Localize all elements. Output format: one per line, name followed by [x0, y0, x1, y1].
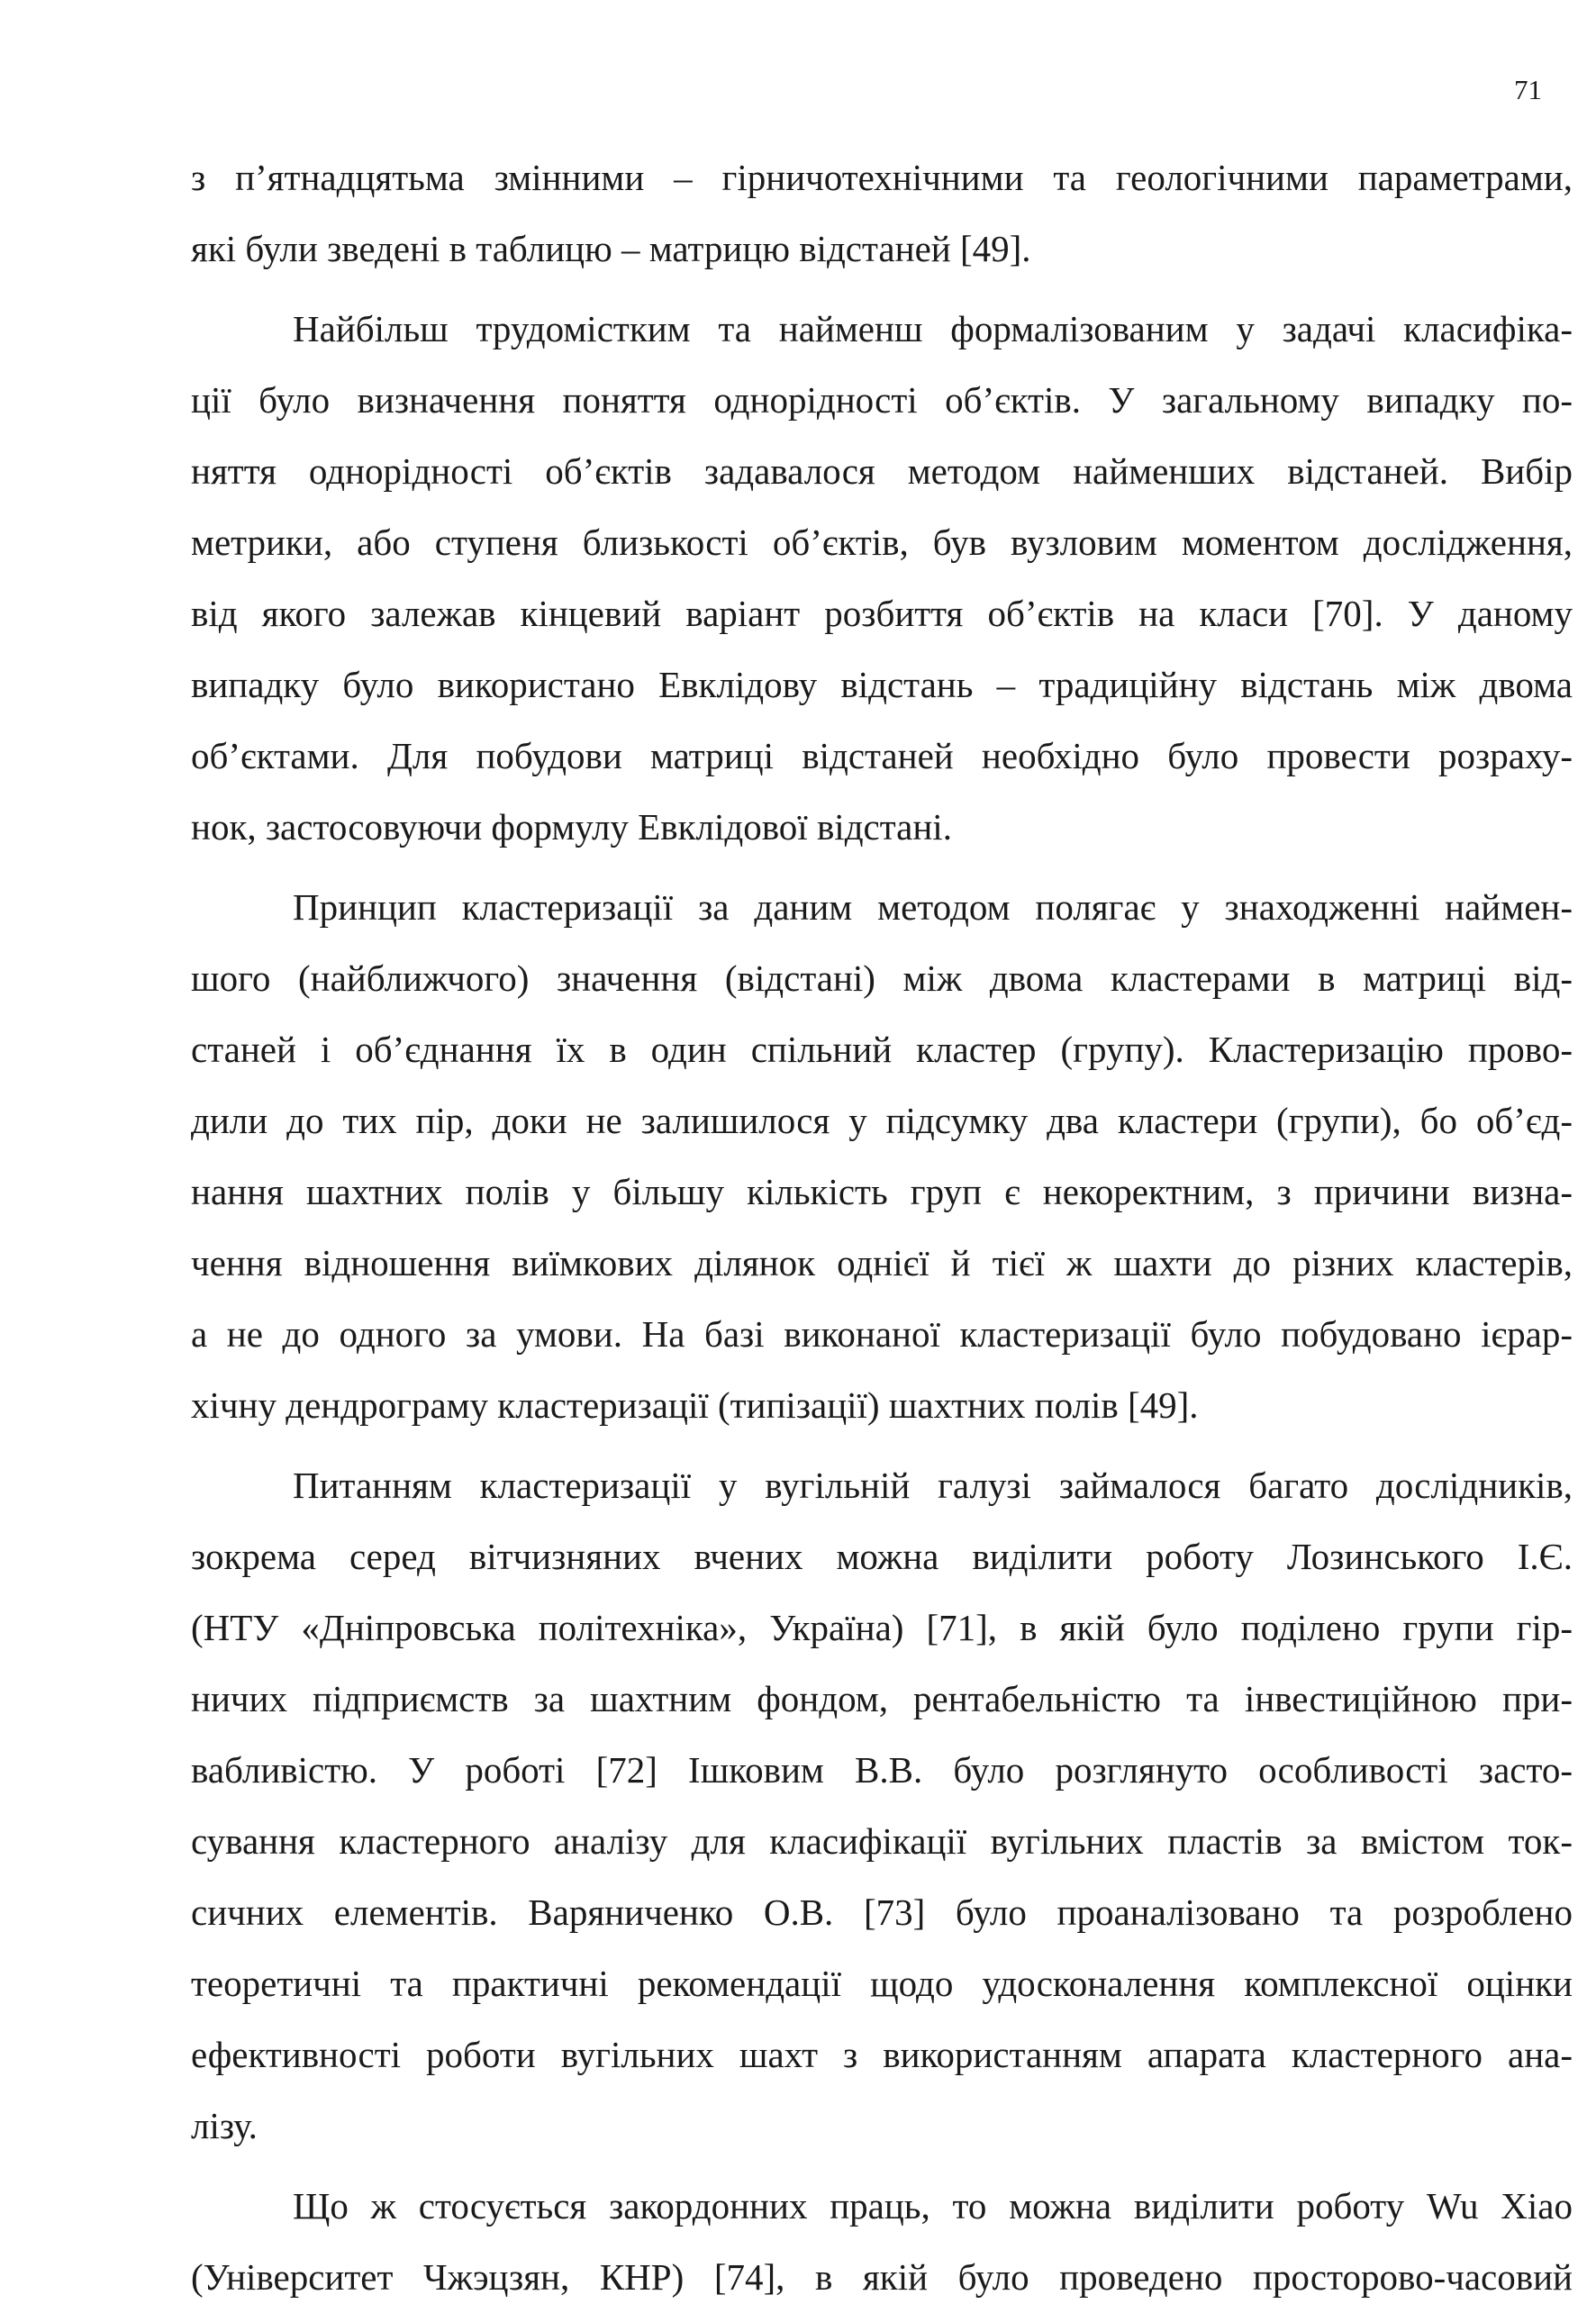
text-line: сичних елементів. Варяниченко О.В. [73] було проаналізовано та розроблено	[191, 1891, 1573, 1933]
text-line: теоретичні та практичні рекомендації щодо удосконалення комплексної оцінки	[191, 1963, 1573, 2004]
text-line: нання шахтних полів у більшу кількість груп є некоректним, з причини визна-	[191, 1171, 1573, 1212]
text-line: об’єктами. Для побудови матриці відстаней необхідно було провести розраху-	[191, 735, 1573, 776]
paragraph	[191, 2171, 1573, 2313]
text-line: ничих підприємств за шахтним фондом, рентабельністю та інвестиційною при-	[191, 1678, 1573, 1719]
text-line: станей і об’єднання їх в один спільний кластер (групу). Кластеризацію прово-	[191, 1029, 1573, 1070]
text-line: які були зведені в таблицю – матрицю відстаней [49].	[191, 228, 1031, 269]
paragraph	[191, 1450, 1573, 2162]
text-line: Питанням кластеризації у вугільній галузі займалося багато дослідників,	[293, 1465, 1573, 1506]
text-line: а не до одного за умови. На базі виконаної кластеризації було побудовано ієрар-	[191, 1313, 1573, 1355]
text-line: нок, застосовуючи формулу Евклідової відстані.	[191, 806, 952, 848]
text-line: няття однорідності об’єктів задавалося методом найменших відстаней. Вибір	[191, 450, 1573, 492]
text-line: з п’ятнадцятьма змінними – гірничотехнічними та геологічними параметрами,	[191, 157, 1573, 198]
text-line: ефективності роботи вугільних шахт з використанням апарата кластерного ана-	[191, 2034, 1573, 2075]
text-line: Найбільш трудомістким та найменш формалізованим у задачі класифіка-	[293, 308, 1573, 349]
text-line: зокрема серед вітчизняних вчених можна виділити роботу Лозинського І.Є.	[191, 1536, 1573, 1577]
text-line: лізу.	[191, 2105, 258, 2146]
text-line: ції було визначення поняття однорідності об’єктів. У загальному випадку по-	[191, 379, 1573, 421]
text-line: метрики, або ступеня близькості об’єктів, був вузловим моментом дослідження,	[191, 522, 1573, 563]
paragraph	[191, 294, 1573, 863]
text-line: вабливістю. У роботі [72] Ішковим В.В. було розглянуто особливості засто-	[191, 1749, 1573, 1791]
body-text	[191, 142, 1573, 2313]
paragraph	[191, 872, 1573, 1441]
text-line: випадку було використано Евклідову відстань – традиційну відстань між двома	[191, 664, 1573, 705]
text-line: хічну дендрограму кластеризації (типізації) шахтних полів [49].	[191, 1384, 1199, 1426]
text-line: дили до тих пір, доки не залишилося у підсумку два кластери (групи), бо об’єд-	[191, 1100, 1573, 1141]
text-line: шого (найближчого) значення (відстані) між двома кластерами в матриці від-	[191, 957, 1573, 999]
text-line: Що ж стосується закордонних праць, то можна виділити роботу Wu Xiao	[293, 2185, 1573, 2227]
text-line: від якого залежав кінцевий варіант розбиття об’єктів на класи [70]. У даному	[191, 593, 1573, 634]
text-line: (Університет Чжэцзян, КНР) [74], в якій було проведено просторово-часовий	[191, 2256, 1573, 2298]
text-line: Принцип кластеризації за даним методом полягає у знаходженні наймен-	[293, 886, 1573, 928]
text-line: (НТУ «Дніпровська політехніка», Україна) [71], в якій було поділено групи гір-	[191, 1607, 1573, 1648]
paragraph	[191, 142, 1573, 285]
text-line: сування кластерного аналізу для класифікації вугільних пластів за вмістом ток-	[191, 1820, 1573, 1862]
page-number: 71	[1514, 74, 1542, 105]
text-line: чення відношення виїмкових ділянок однієї й тієї ж шахти до різних кластерів,	[191, 1242, 1573, 1283]
